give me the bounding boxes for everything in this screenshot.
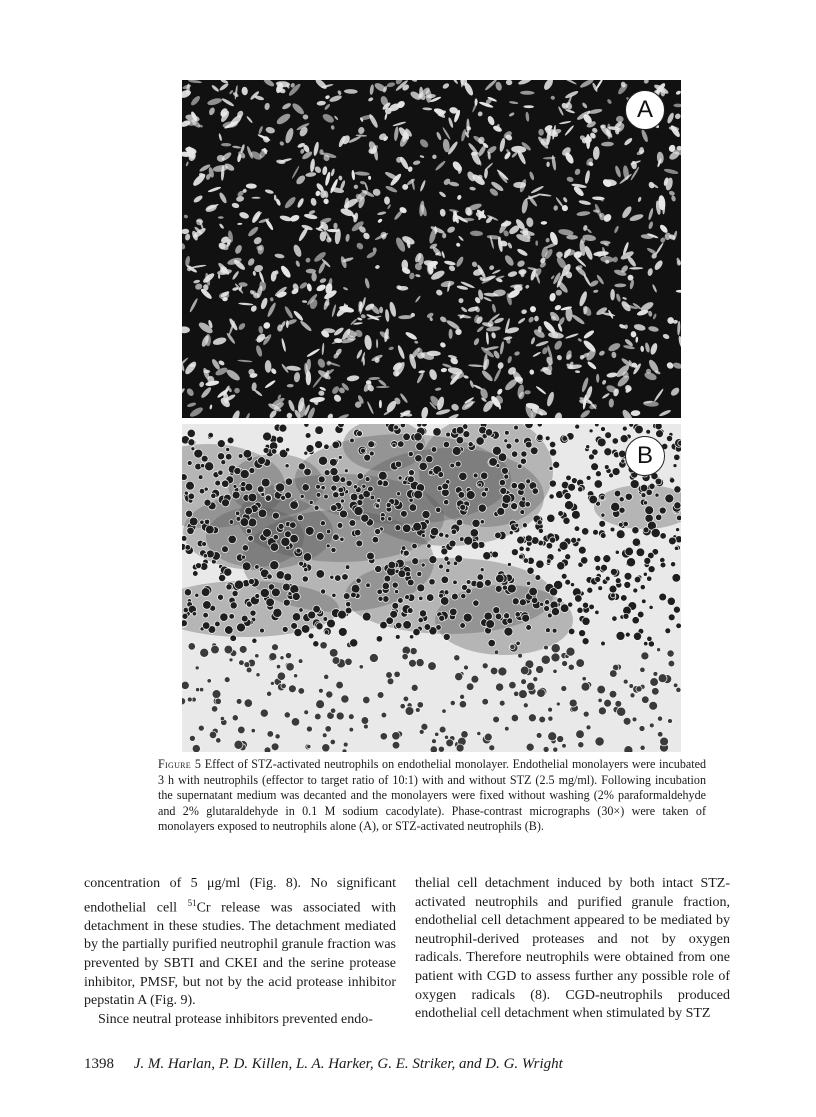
body-text: concentration of 5 μg/ml (Fig. 8). No significant endothelial cell	[84, 876, 396, 916]
body-column-right	[415, 875, 730, 1024]
micrograph-panel-b	[182, 424, 681, 752]
figure-caption-label: Figure 5	[158, 757, 202, 771]
body-text: Cr release was associated with detachment in these studies. The detachment mediated by the partially purified neutrophil granule fraction was prevented by SBTI and CKEI and the serine protease inhibitor, PMSF, but not by the acid protease inhibitor pepstatin A (Fig. 9).	[84, 900, 396, 1009]
figure-caption	[158, 757, 706, 835]
superscript: 51	[187, 897, 197, 908]
page-footer	[84, 1056, 734, 1073]
panel-b-label: B	[625, 436, 665, 476]
micrograph-a-image	[182, 80, 681, 418]
body-column-left	[84, 875, 396, 1029]
micrograph-panel-a	[182, 80, 681, 418]
author-list: J. M. Harlan, P. D. Killen, L. A. Harker, G. E. Striker, and D. G. Wright	[133, 1056, 563, 1072]
body-paragraph	[84, 875, 396, 1011]
micrograph-b-image	[182, 424, 681, 752]
body-paragraph: Since neutral protease inhibitors prevented endo-	[98, 1011, 373, 1027]
figure-caption-text: Effect of STZ-activated neutrophils on endothelial monolayer. Endothelial monolayers were incubated 3 h with neutrophils (effector to target ratio of 10:1) with and without STZ (2.5 mg/ml). Following incubation the supernatant medium was decanted and the monolayers were fixed without washing (2% paraformaldehyde and 2% glutaraldehyde in 0.1 M sodium cacodylate). Phase-contrast micrographs (30×) were taken of monolayers exposed to neutrophils alone (A), or STZ-activated neutrophils (B).	[158, 757, 707, 834]
page-number: 1398	[84, 1056, 114, 1072]
body-paragraph: thelial cell detachment induced by both intact STZ-activated neutrophils and purified granule fraction, endothelial cell detachment appeared to be mediated by neutrophil-derived proteases and not by oxygen radicals. Therefore neutrophils were obtained from one patient with CGD to assess further any possible role of oxygen radicals (8). CGD-neutrophils produced endothelial cell detachment when stimulated by STZ	[415, 876, 730, 1022]
panel-a-label: A	[625, 90, 665, 130]
